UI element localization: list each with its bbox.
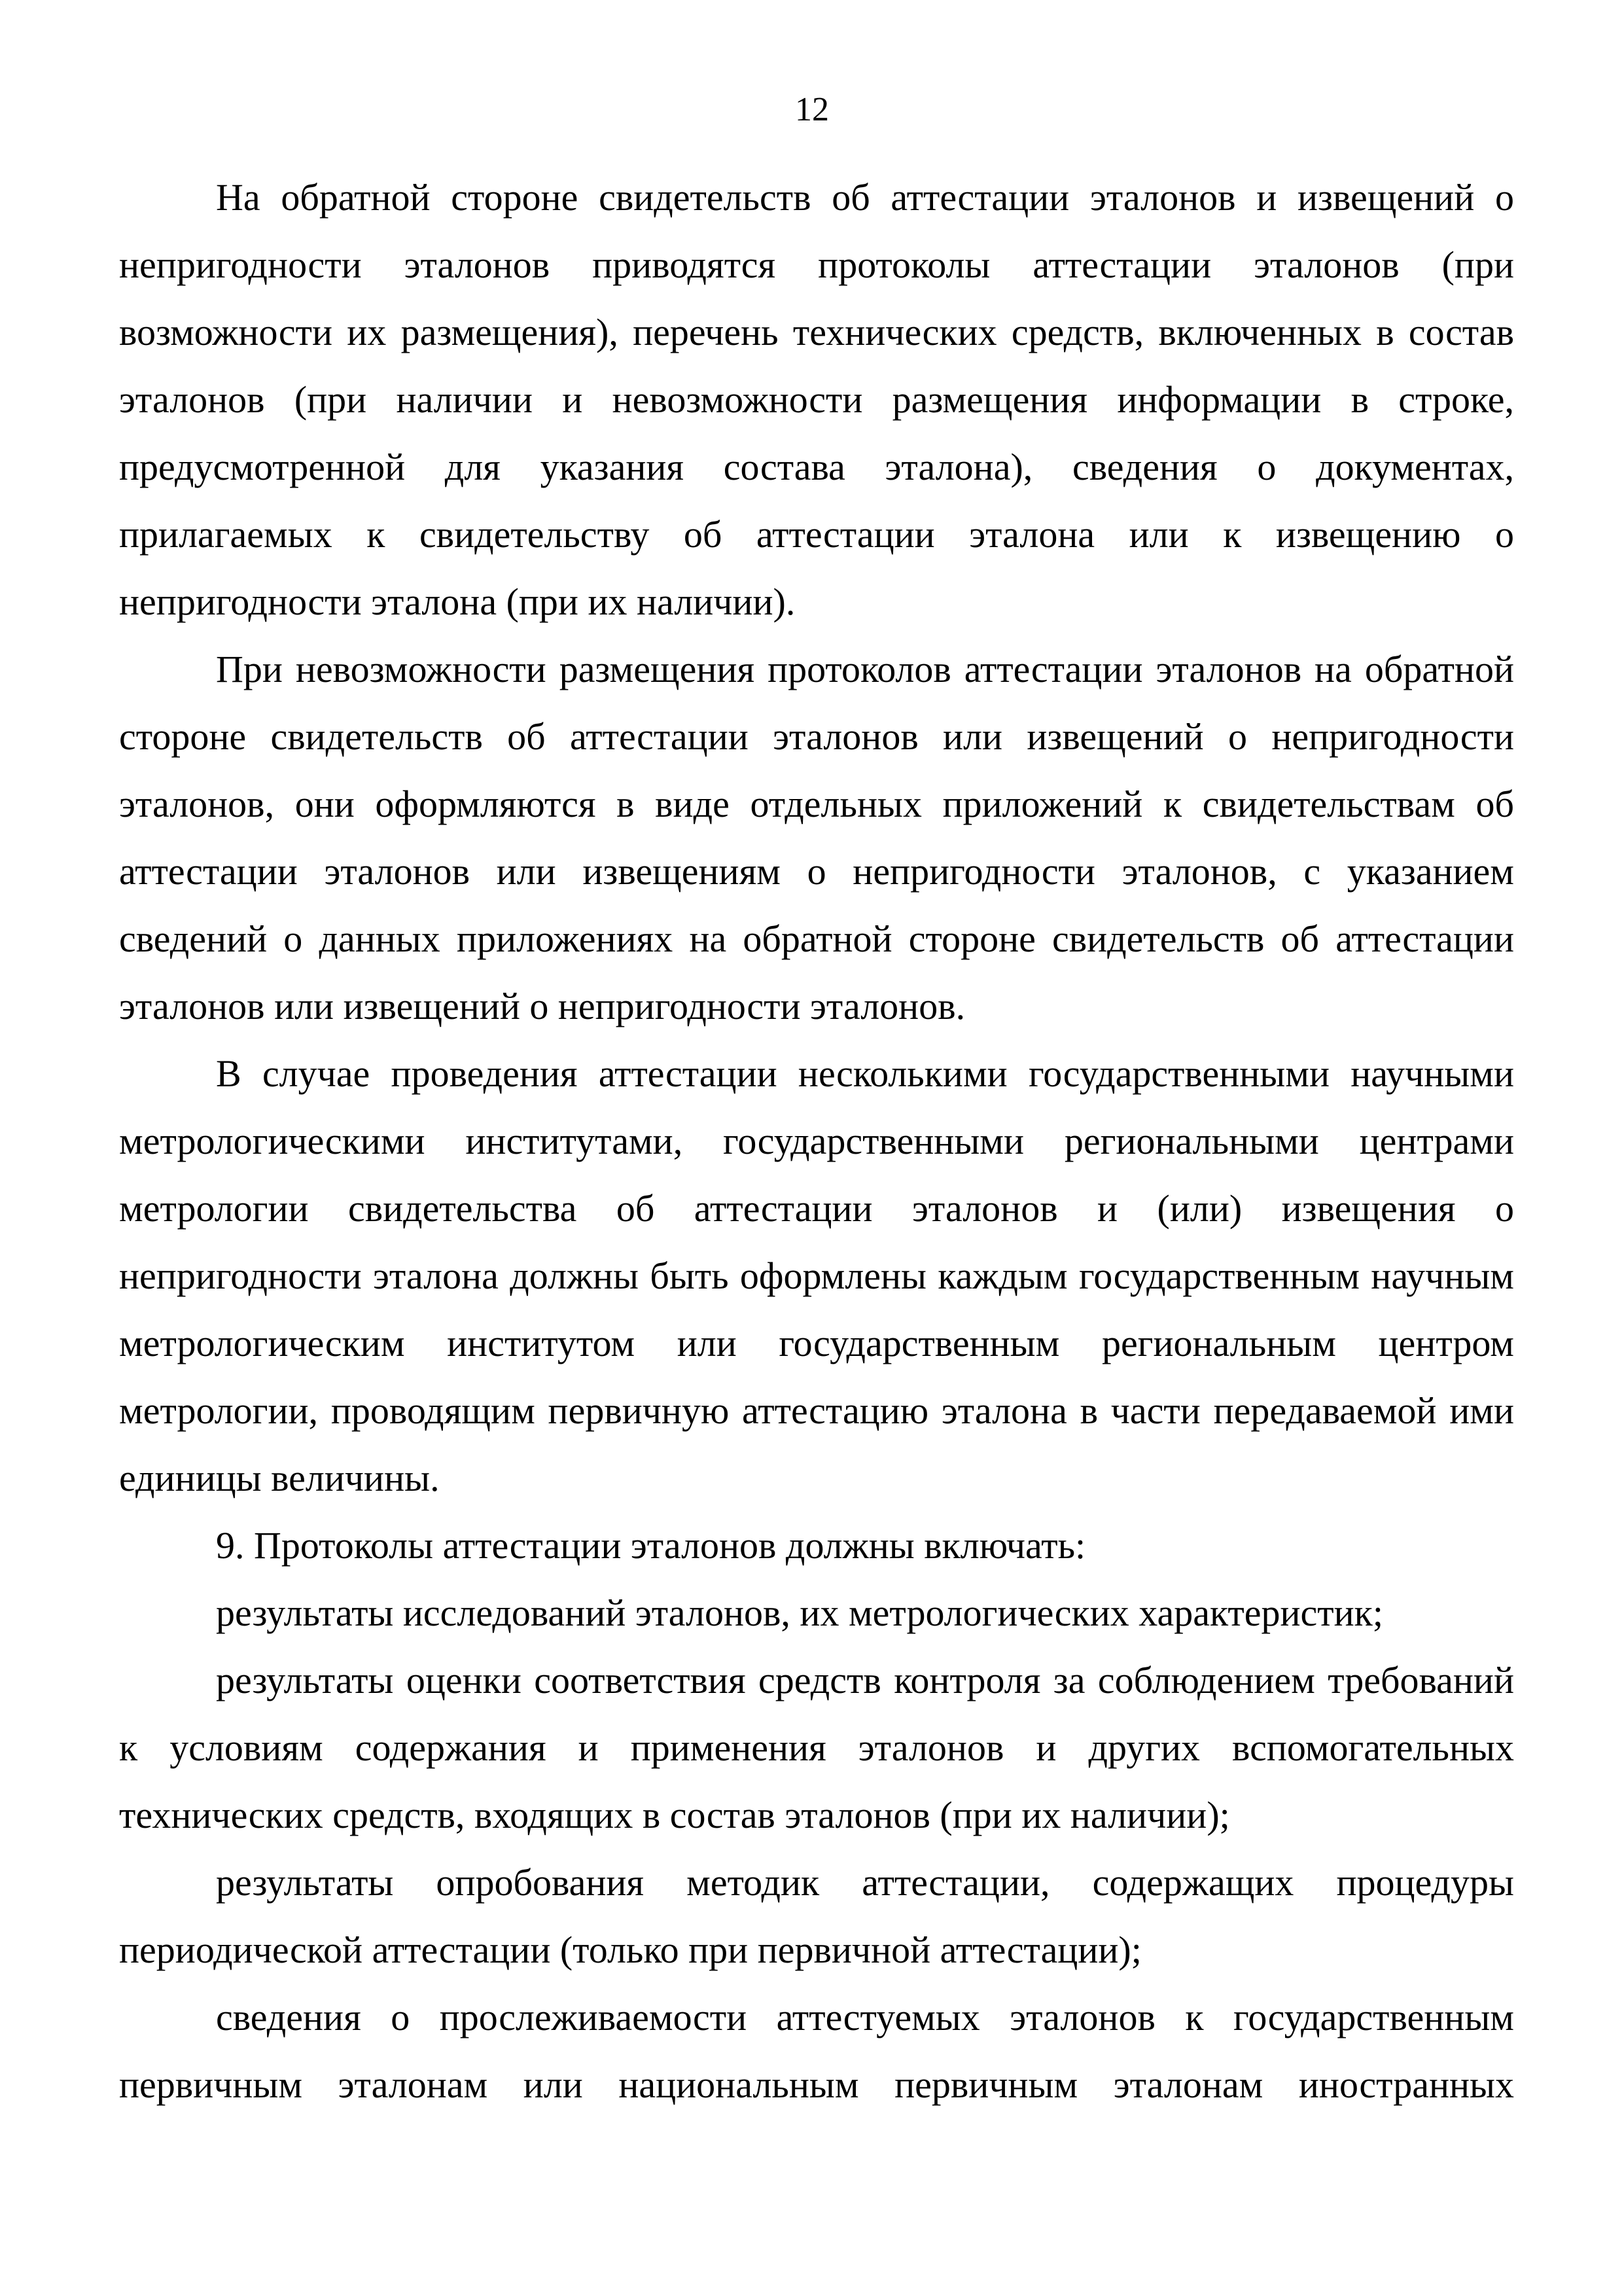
- list-item-traceability: сведения о прослеживаемости аттестуемых эталонов к государственным первичным эталонам или национальным первичным эталонам иностранных: [119, 1996, 1514, 2106]
- page-number: 12: [795, 91, 829, 128]
- paragraph-separate-appendices: При невозможности размещения протоколов аттестации эталонов на обратной стороне свидетельств об аттестации эталонов или извещений о непригодности эталонов, они оформляются в виде отдельных приложений к свидетельствам об аттестации эталонов или извещениям о непригодности эталонов, с указанием сведений о данных приложениях на обратной стороне свидетельств об аттестации эталонов или извещений о непригодности эталонов.: [119, 648, 1514, 1027]
- paragraph-multiple-institutes: В случае проведения аттестации несколькими государственными научными метрологическими институтами, государственными региональными центрами метрологии свидетельства об аттестации эталонов и (или) извещения о непригодности эталона должны быть оформлены каждым государственным научным метрологическим институтом или государственным региональным центром метрологии, проводящим первичную аттестацию эталона в части передаваемой ими единицы величины.: [119, 1052, 1514, 1499]
- document-body: [119, 164, 1514, 2118]
- list-item-control-assessment: результаты оценки соответствия средств контроля за соблюдением требований к условиям содержания и применения эталонов и других вспомогательных технических средств, входящих в состав эталонов (при их наличии);: [119, 1659, 1514, 1836]
- list-item-research-results: результаты исследований эталонов, их метрологических характеристик;: [216, 1592, 1383, 1634]
- paragraph-protocols-heading: 9. Протоколы аттестации эталонов должны включать:: [216, 1524, 1086, 1567]
- list-item-method-testing: результаты опробования методик аттестации, содержащих процедуры периодической аттестации (только при первичной аттестации);: [119, 1861, 1514, 1971]
- paragraph-reverse-side-contents: На обратной стороне свидетельств об аттестации эталонов и извещений о непригодности эталонов приводятся протоколы аттестации эталонов (при возможности их размещения), перечень технических средств, включенных в состав эталонов (при наличии и невозможности размещения информации в строке, предусмотренной для указания состава эталона), сведения о документах, прилагаемых к свидетельству об аттестации эталона или к извещению о непригодности эталона (при их наличии).: [119, 176, 1514, 623]
